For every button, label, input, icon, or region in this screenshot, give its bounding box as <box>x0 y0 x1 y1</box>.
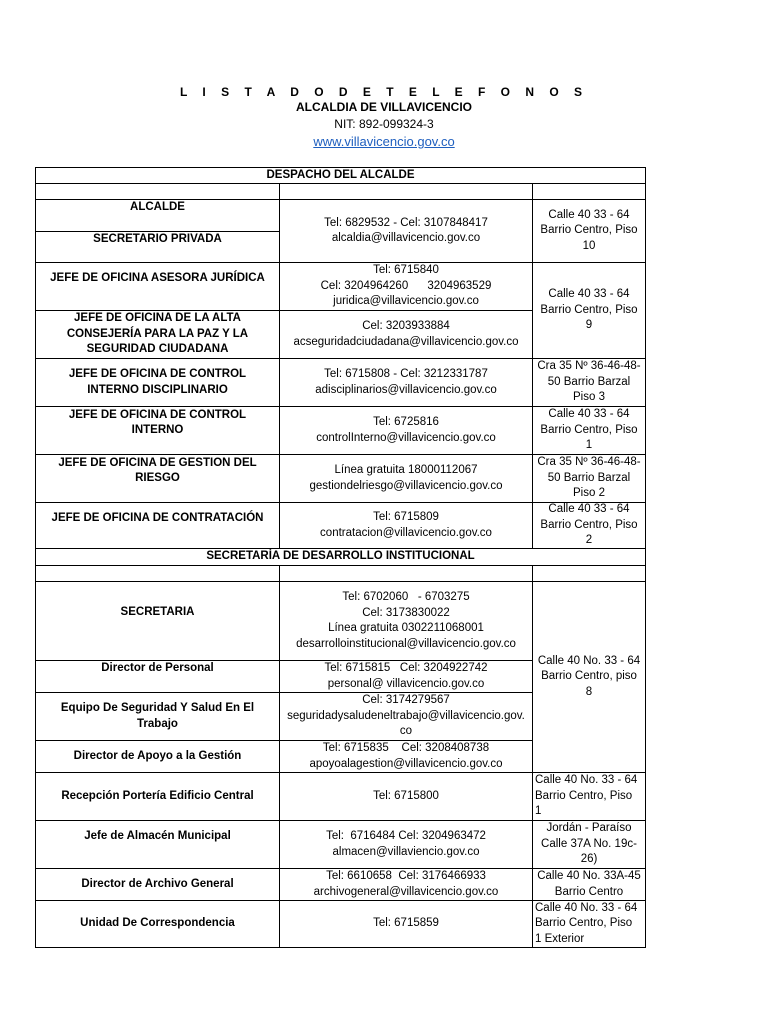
address-contratacion <box>533 503 645 548</box>
address-line: Barrio Centro, Piso <box>540 303 638 316</box>
address-correspondencia <box>533 901 645 947</box>
email-text[interactable]: gestiondelriesgo@villavicencio.gov.co <box>309 479 503 492</box>
row-name-archivo: Director de Archivo General <box>81 877 234 890</box>
contact-juridica <box>280 263 532 310</box>
email-text[interactable]: juridica@villavicencio.gov.co <box>333 295 479 308</box>
phone-text: Tel: 6715859 <box>373 917 439 930</box>
name-line: JEFE DE OFICINA DE CONTROL <box>68 408 247 421</box>
phone-text: Tel: 6829532 - Cel: 3107848417 <box>324 216 488 229</box>
row-name-riesgo <box>36 455 279 487</box>
address-line: 50 Barrio Barzal <box>547 471 631 484</box>
row-name-alcalde: ALCALDE <box>130 201 185 214</box>
name-line: SEGURIDAD CIUDADANA <box>86 343 229 356</box>
contact-disciplinario <box>280 359 532 406</box>
name-line: CONSEJERÍA PARA LA PAZ Y LA <box>66 327 249 340</box>
section-title-despacho: DESPACHO DEL ALCALDE <box>266 168 415 181</box>
address-line: Jordán - Paraíso <box>546 822 632 835</box>
email-text[interactable]: personal@ villavicencio.gov.co <box>327 677 485 690</box>
phone-text: Tel: 6610658 Cel: 3176466933 <box>326 870 486 882</box>
email-text[interactable]: contratacion@villavicencio.gov.co <box>320 526 492 539</box>
contact-riesgo <box>280 455 532 502</box>
cell-text: Cel: 3173830022 <box>362 606 450 619</box>
contact-contratacion <box>280 503 532 548</box>
address-line: Cra 35 Nº 36-46-48- <box>537 360 641 373</box>
name-line: RIESGO <box>135 472 180 484</box>
email-text[interactable]: acseguridadciudadana@villavicencio.gov.co <box>293 335 519 348</box>
phone-text: Tel: 6716484 Cel: 3204963472 <box>326 830 486 842</box>
contact-seguridad-salud <box>280 693 532 740</box>
address-disciplinario <box>533 359 645 406</box>
address-riesgo <box>533 455 645 502</box>
contact-almacen <box>280 821 532 868</box>
address-line: Calle 40 No. 33 - 64 <box>537 654 641 667</box>
contact-control-interno <box>280 407 532 454</box>
contact-personal <box>280 661 532 692</box>
address-line: 50 Barrio Barzal <box>547 375 631 388</box>
address-line: Barrio Centro, Piso <box>540 518 638 531</box>
email-text[interactable]: archivogeneral@villavicencio.gov.co <box>313 885 499 898</box>
address-line: Cra 35 Nº 36-46-48- <box>537 456 641 469</box>
address-archivo <box>533 869 645 900</box>
name-line: JEFE DE OFICINA DE LA ALTA <box>74 312 241 325</box>
phone-text: Tel: 6715840 <box>373 264 439 277</box>
address-line: Barrio Centro, Piso <box>540 423 638 436</box>
row-name-almacen: Jefe de Almacén Municipal <box>84 829 231 842</box>
contact-secretaria <box>280 582 532 660</box>
address-line: Barrio Centro, Piso <box>535 789 633 802</box>
name-line: Equipo De Seguridad Y Salud En El <box>60 702 255 714</box>
nit-number: NIT: 892-099324-3 <box>334 117 434 131</box>
row-name-recepcion: Recepción Portería Edificio Central <box>61 789 254 802</box>
address-line: Barrio Centro, piso <box>541 670 637 683</box>
phone-text: Tel: 6715809 <box>373 511 439 523</box>
address-almacen <box>533 821 645 868</box>
email-text[interactable]: almacen@villaviencio.gov.co <box>332 845 480 858</box>
row-name-secretario-privada: SECRETARIO PRIVADA <box>93 232 222 245</box>
section-title-desarrollo: SECRETARÍA DE DESARROLLO INSTITUCIONAL <box>206 550 475 563</box>
address-line: Calle 40 No. 33 - 64 <box>535 901 638 914</box>
row-name-paz <box>36 311 279 358</box>
address-line: 9 <box>585 319 593 332</box>
row-name-secretaria: SECRETARIA <box>120 606 195 619</box>
phone-text: Línea gratuita 18000112067 <box>334 464 478 476</box>
phone-text: Tel: 6715800 <box>373 789 439 802</box>
address-line: 26) <box>580 853 598 866</box>
address-line: 10 <box>582 239 596 252</box>
address-recepcion <box>533 773 645 820</box>
address-alcalde <box>533 200 645 262</box>
row-name-personal: Director de Personal <box>101 662 214 675</box>
cell-text: Cel: 3204964260 3204963529 <box>320 279 492 292</box>
name-line: INTERNO DISCIPLINARIO <box>87 383 228 396</box>
row-name-control-interno <box>36 407 279 439</box>
address-line: 1 <box>535 805 542 818</box>
website-link[interactable]: www.villavicencio.gov.co <box>313 134 455 149</box>
email-text[interactable]: adisciplinarios@villavicencio.gov.co <box>315 383 497 396</box>
phone-text: Tel: 6715815 Cel: 3204922742 <box>324 662 488 674</box>
address-line: Calle 40 33 - 64 <box>548 288 630 301</box>
email-text[interactable]: controlInterno@villavicencio.gov.co <box>316 431 496 444</box>
contact-apoyo <box>280 741 532 772</box>
email-text[interactable]: seguridadysaludeneltrabajo@villavicencio.gov. <box>287 709 525 722</box>
address-line: 8 <box>585 685 593 698</box>
email-text[interactable]: desarrolloinstitucional@villavicencio.gov.co <box>296 637 516 650</box>
contact-archivo <box>280 869 532 900</box>
phone-text: Tel: 6725816 <box>373 416 439 428</box>
row-name-juridica: JEFE DE OFICINA ASESORA JURÍDICA <box>50 272 265 285</box>
address-line: Calle 40 33 - 64 <box>548 503 630 516</box>
address-line: Calle 40 No. 33A-45 <box>537 870 641 882</box>
address-line: Piso 2 <box>573 487 605 500</box>
contact-correspondencia <box>280 901 532 947</box>
name-line: JEFE DE OFICINA DE GESTION DEL <box>58 456 257 469</box>
address-line: Barrio Centro, Piso <box>540 224 638 237</box>
address-line: Calle 40 No. 33 - 64 <box>535 774 638 787</box>
row-name-seguridad-salud <box>36 693 279 740</box>
address-line: Barrio Centro, Piso <box>535 917 633 930</box>
contact-paz <box>280 311 532 358</box>
name-line: JEFE DE OFICINA DE CONTROL <box>68 368 247 380</box>
phone-text: Tel: 6702060 - 6703275 <box>342 591 470 603</box>
email-text[interactable]: alcaldia@villavicencio.gov.co <box>331 232 481 244</box>
row-name-correspondencia: Unidad De Correspondencia <box>80 917 235 930</box>
address-line: Calle 40 33 - 64 <box>548 408 630 421</box>
address-line: 1 <box>585 439 593 452</box>
address-line: 1 Exterior <box>535 932 585 945</box>
cell-text: Cel: 3174279567 <box>362 694 450 707</box>
contact-recepcion <box>280 773 532 820</box>
email-text[interactable]: apoyoalagestion@villavicencio.gov.co <box>309 757 503 770</box>
name-line: INTERNO <box>131 424 184 436</box>
address-line: 2 <box>585 534 593 547</box>
row-name-apoyo: Director de Apoyo a la Gestión <box>73 749 242 762</box>
address-line: Barrio Centro <box>554 885 624 898</box>
address-line: Calle 40 33 - 64 <box>548 208 630 221</box>
phone-text: Tel: 6715835 Cel: 3208408738 <box>322 742 490 754</box>
name-line: Trabajo <box>137 717 178 730</box>
organization-name: ALCALDIA DE VILLAVICENCIO <box>296 100 472 114</box>
cell-text: Cel: 3203933884 <box>362 320 450 332</box>
address-control-interno <box>533 407 645 454</box>
email-text-continued: co <box>399 725 413 738</box>
address-juridica-paz <box>533 263 645 358</box>
document-title: L I S T A D O D E T E L E F O N O S <box>179 85 589 99</box>
row-name-contratacion: JEFE DE OFICINA DE CONTRATACIÓN <box>51 511 264 524</box>
row-name-disciplinario <box>36 359 279 406</box>
phone-text: Tel: 6715808 - Cel: 3212331787 <box>324 368 488 380</box>
address-line: Calle 37A No. 19c- <box>541 837 637 850</box>
toll-free-text: Línea gratuita 0302211068001 <box>328 622 484 634</box>
contact-alcalde <box>280 200 532 262</box>
address-desarrollo <box>533 582 645 772</box>
address-line: Piso 3 <box>573 391 605 404</box>
